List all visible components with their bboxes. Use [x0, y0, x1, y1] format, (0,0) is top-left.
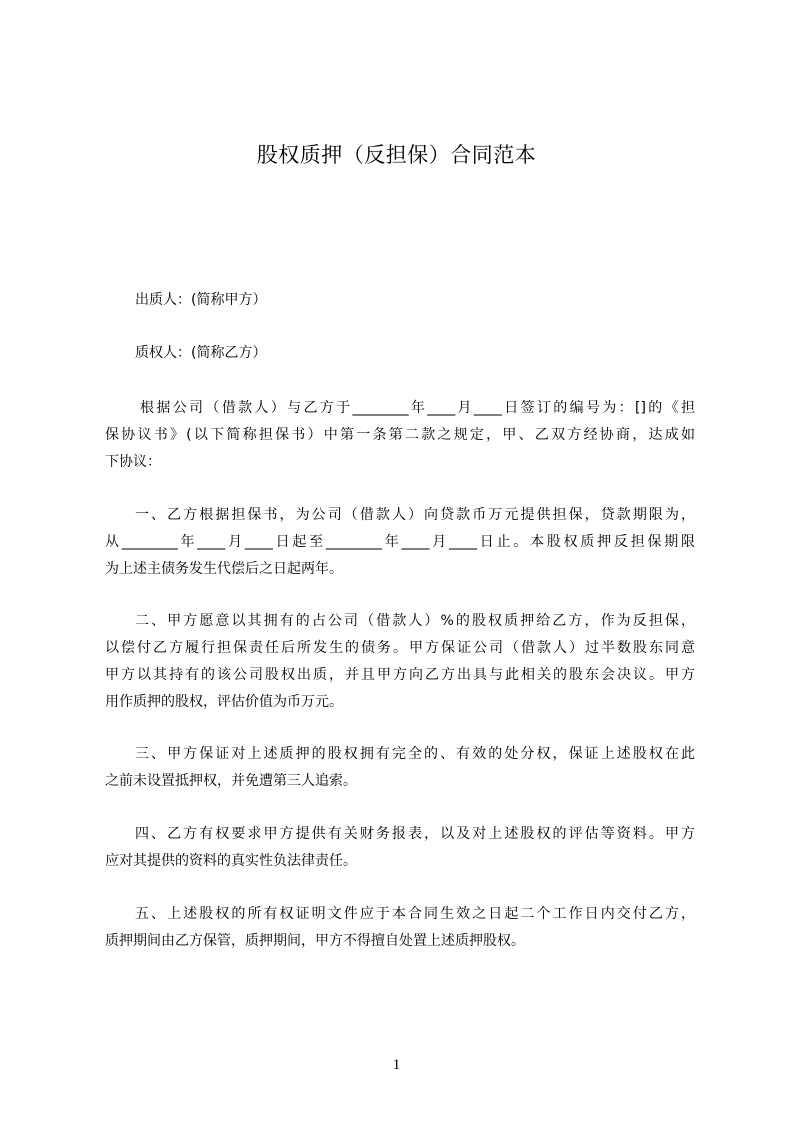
clause-3-line: 三、甲方保证对上述质押的股权拥有完全的、有效的处分权，保证上述股权在此 — [135, 746, 695, 762]
clause-1-line: 一、乙方根据担保书，为公司（借款人）向贷款币万元提供担保，贷款期限为， — [135, 507, 695, 523]
clause-2-line: 甲方以其持有的该公司股权出质，并且甲方向乙方出具与此相关的股东会决议。甲方 — [105, 667, 695, 683]
clause-1-line: 为上述主债务发生代偿后之日起两年。 — [105, 561, 343, 577]
clause-2-line: 以偿付乙方履行担保责任后所发生的债务。甲方保证公司（借款人）过半数股东同意 — [105, 640, 695, 656]
preamble-line: 根据公司（借款人）与乙方于________年____月____日签订的编号为：[]的《担 — [140, 400, 695, 416]
clause-2-line: 二、甲方愿意以其拥有的占公司（借款人）%的股权质押给乙方，作为反担保， — [135, 613, 695, 629]
preamble-line: 保协议书》(以下简称担保书）中第一条第二款之规定，甲、乙双方经协商，达成如 — [105, 427, 695, 443]
clause-1-line: 从________年____月____日起至________年____月____日止。本股权质押反担保期限 — [105, 534, 695, 550]
document-title: 股权质押（反担保）合同范本 — [256, 143, 537, 167]
clause-3-line: 之前未设置抵押权，并免遭第三人追索。 — [105, 773, 357, 789]
clause-5-line: 质押期间由乙方保管，质押期间，甲方不得擅自处置上述质押股权。 — [105, 933, 525, 949]
clause-4-line: 四、乙方有权要求甲方提供有关财务报表，以及对上述股权的评估等资料。甲方 — [135, 826, 695, 842]
clause-4-line: 应对其提供的资料的真实性负法律责任。 — [105, 853, 357, 869]
clause-5-line: 五、上述股权的所有权证明文件应于本合同生效之日起二个工作日内交付乙方， — [135, 906, 695, 922]
page-number: 1 — [392, 1057, 401, 1073]
pledgor-line: 出质人：(简称甲方） — [135, 292, 267, 308]
preamble-line: 下协议： — [105, 454, 161, 470]
clause-2-line: 用作质押的股权，评估价值为币万元。 — [105, 694, 343, 710]
pledgee-line: 质权人：(简称乙方） — [135, 345, 267, 361]
